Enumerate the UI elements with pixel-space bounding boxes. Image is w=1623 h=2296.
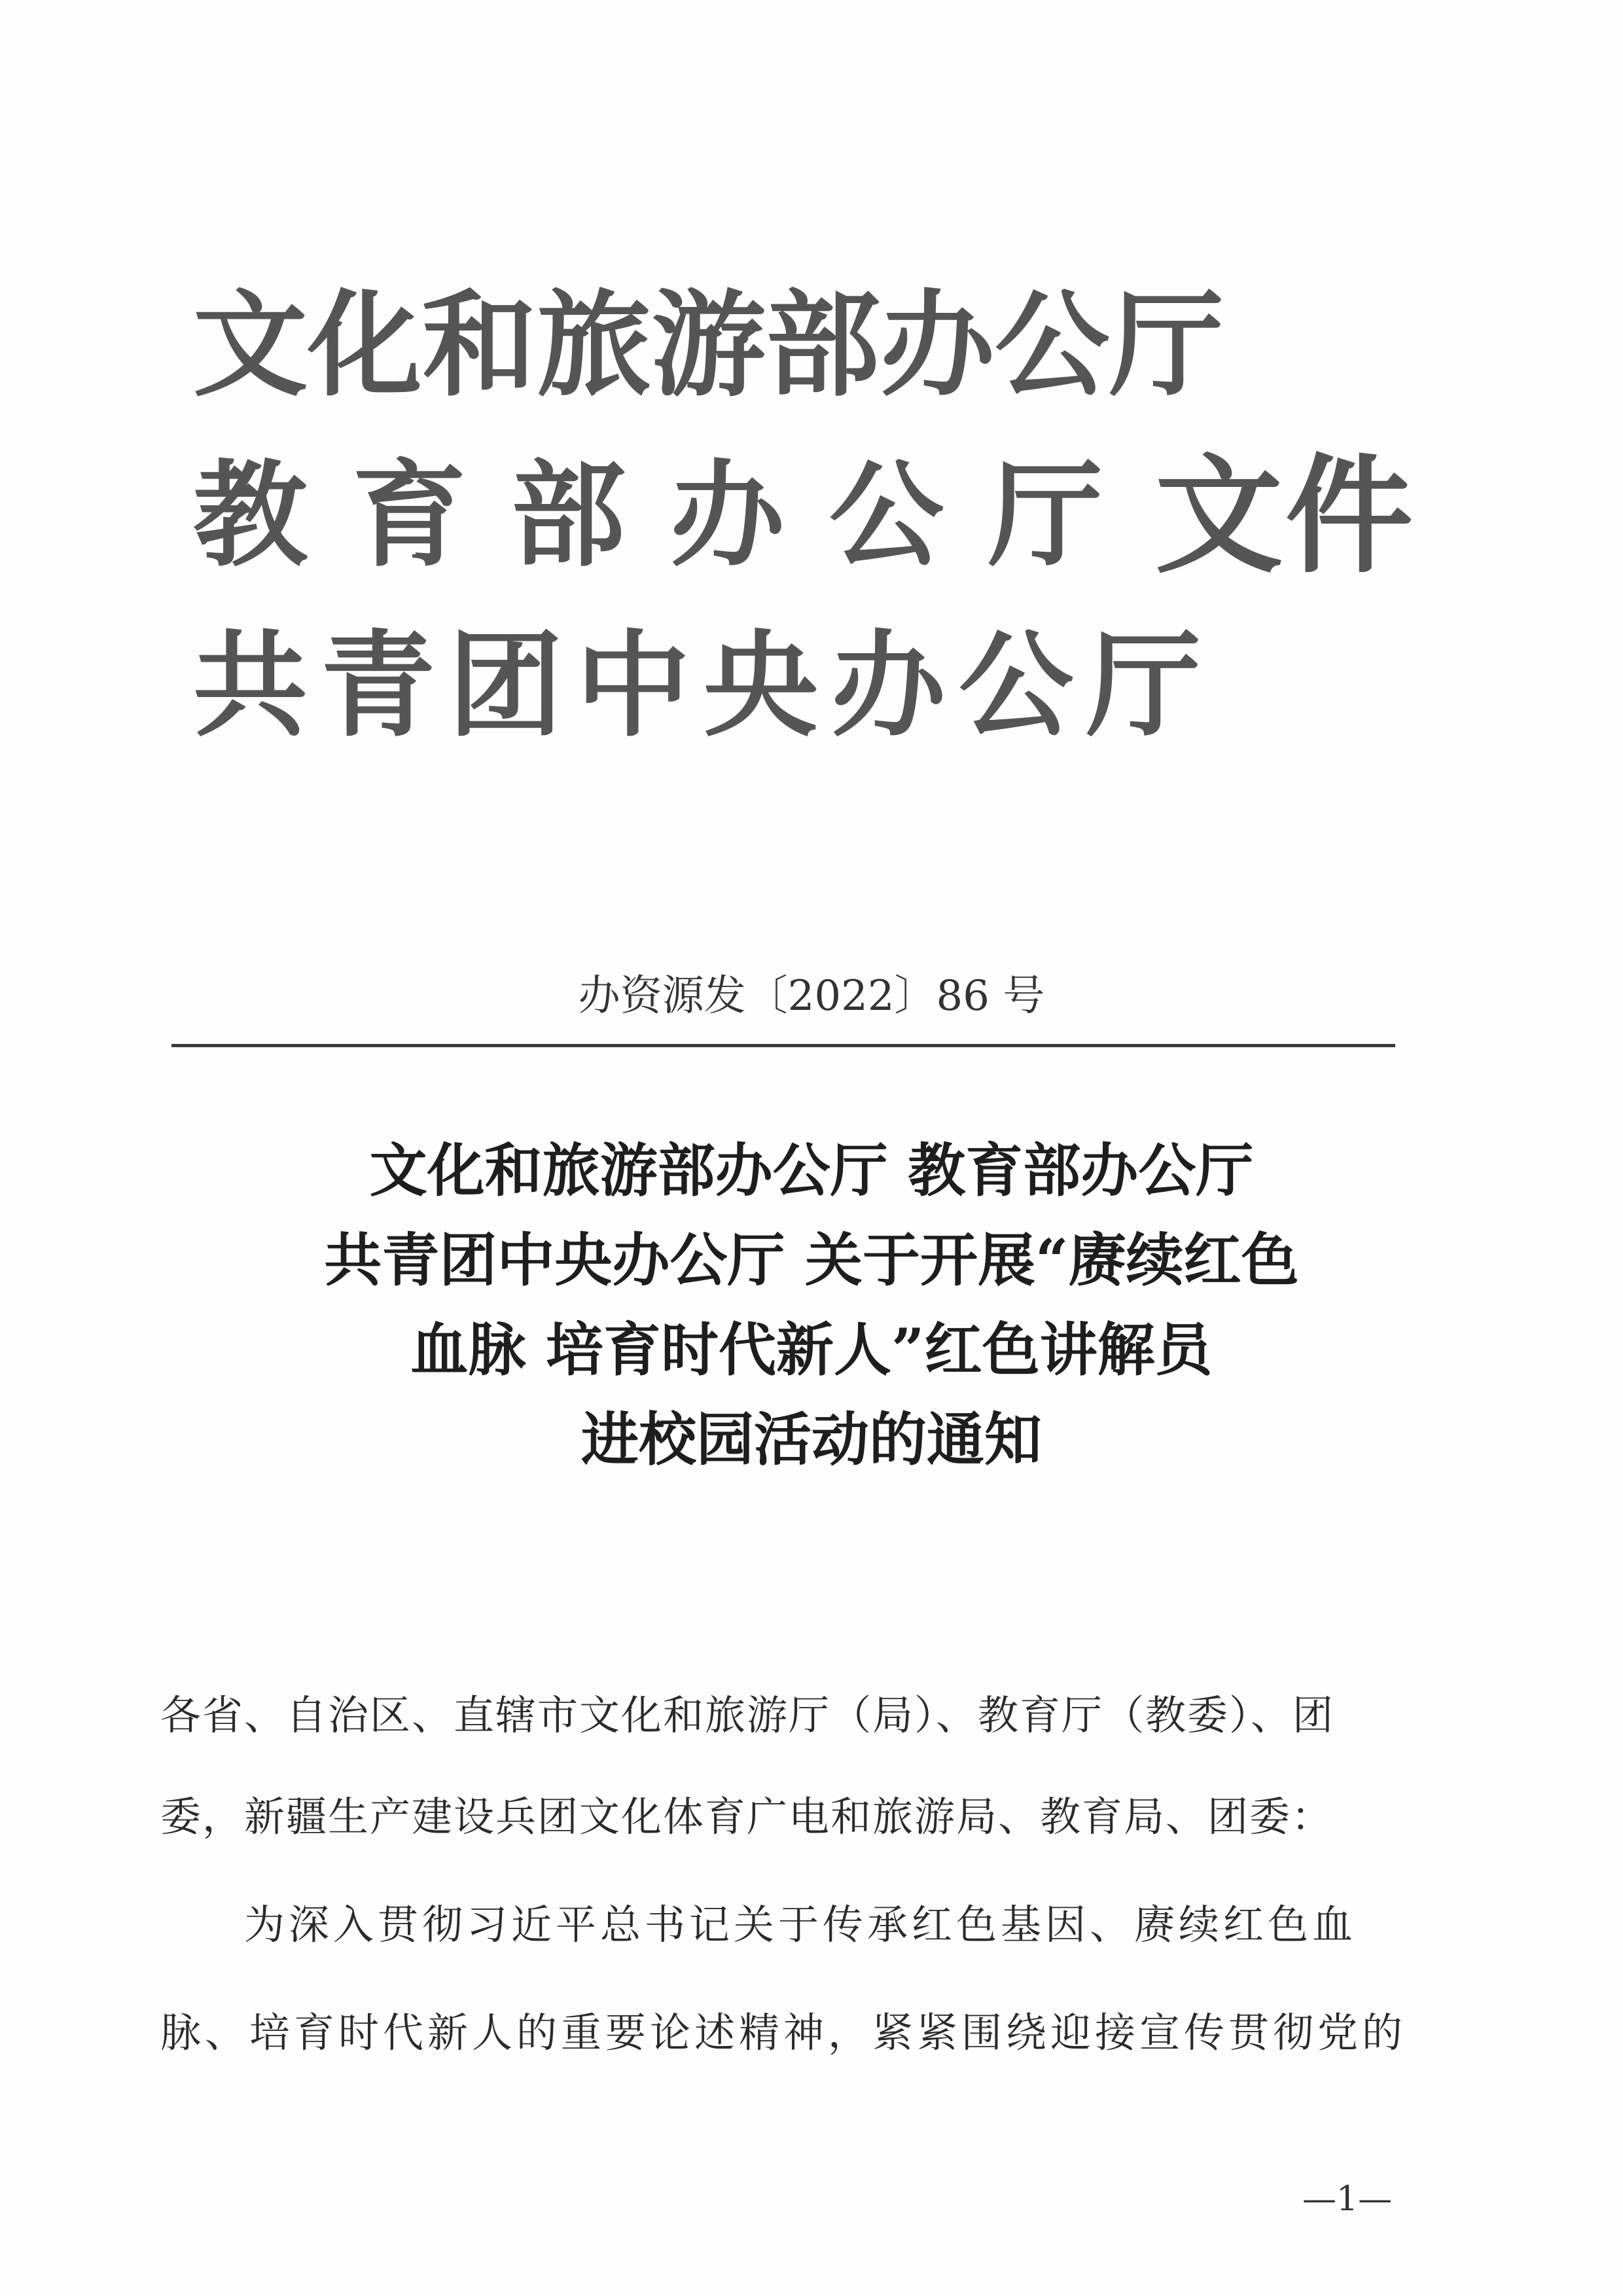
header-divider xyxy=(171,1044,1395,1047)
masthead-issuer-education: 教育部办公厅 xyxy=(193,448,1147,583)
masthead xyxy=(193,262,1436,772)
title-line: 进校园活动的通知 xyxy=(580,1405,1042,1473)
document-number: 办资源发〔2022〕86 号 xyxy=(578,972,1045,1020)
title-line: 血脉 培育时代新人”红色讲解员 xyxy=(410,1316,1213,1384)
masthead-issuer-youth-league: 共青团中央办公厅 xyxy=(193,619,1214,753)
document-title xyxy=(0,1126,1623,1484)
addressee-line: 委，新疆生产建设兵团文化体育广电和旅游局、教育局、团委： xyxy=(160,1793,1334,1840)
title-line: 共青团中央办公厅 关于开展“赓续红色 xyxy=(324,1226,1299,1294)
masthead-doc-type: 文件 xyxy=(1155,440,1416,590)
page-number: —1— xyxy=(1302,2179,1393,2219)
title-line: 文化和旅游部办公厅 教育部办公厅 xyxy=(369,1136,1254,1204)
masthead-issuer-culture-tourism: 文化和旅游部办公厅 xyxy=(193,278,1224,412)
addressee-line: 各省、自治区、直辖市文化和旅游厅（局）、教育厅（教委）、团 xyxy=(160,1691,1335,1739)
body-paragraph-line: 为深入贯彻习近平总书记关于传承红色基因、赓续红色血 xyxy=(244,1901,1357,1948)
body-paragraph-line: 脉、培育时代新人的重要论述精神，紧紧围绕迎接宣传贯彻党的 xyxy=(160,2009,1407,2056)
